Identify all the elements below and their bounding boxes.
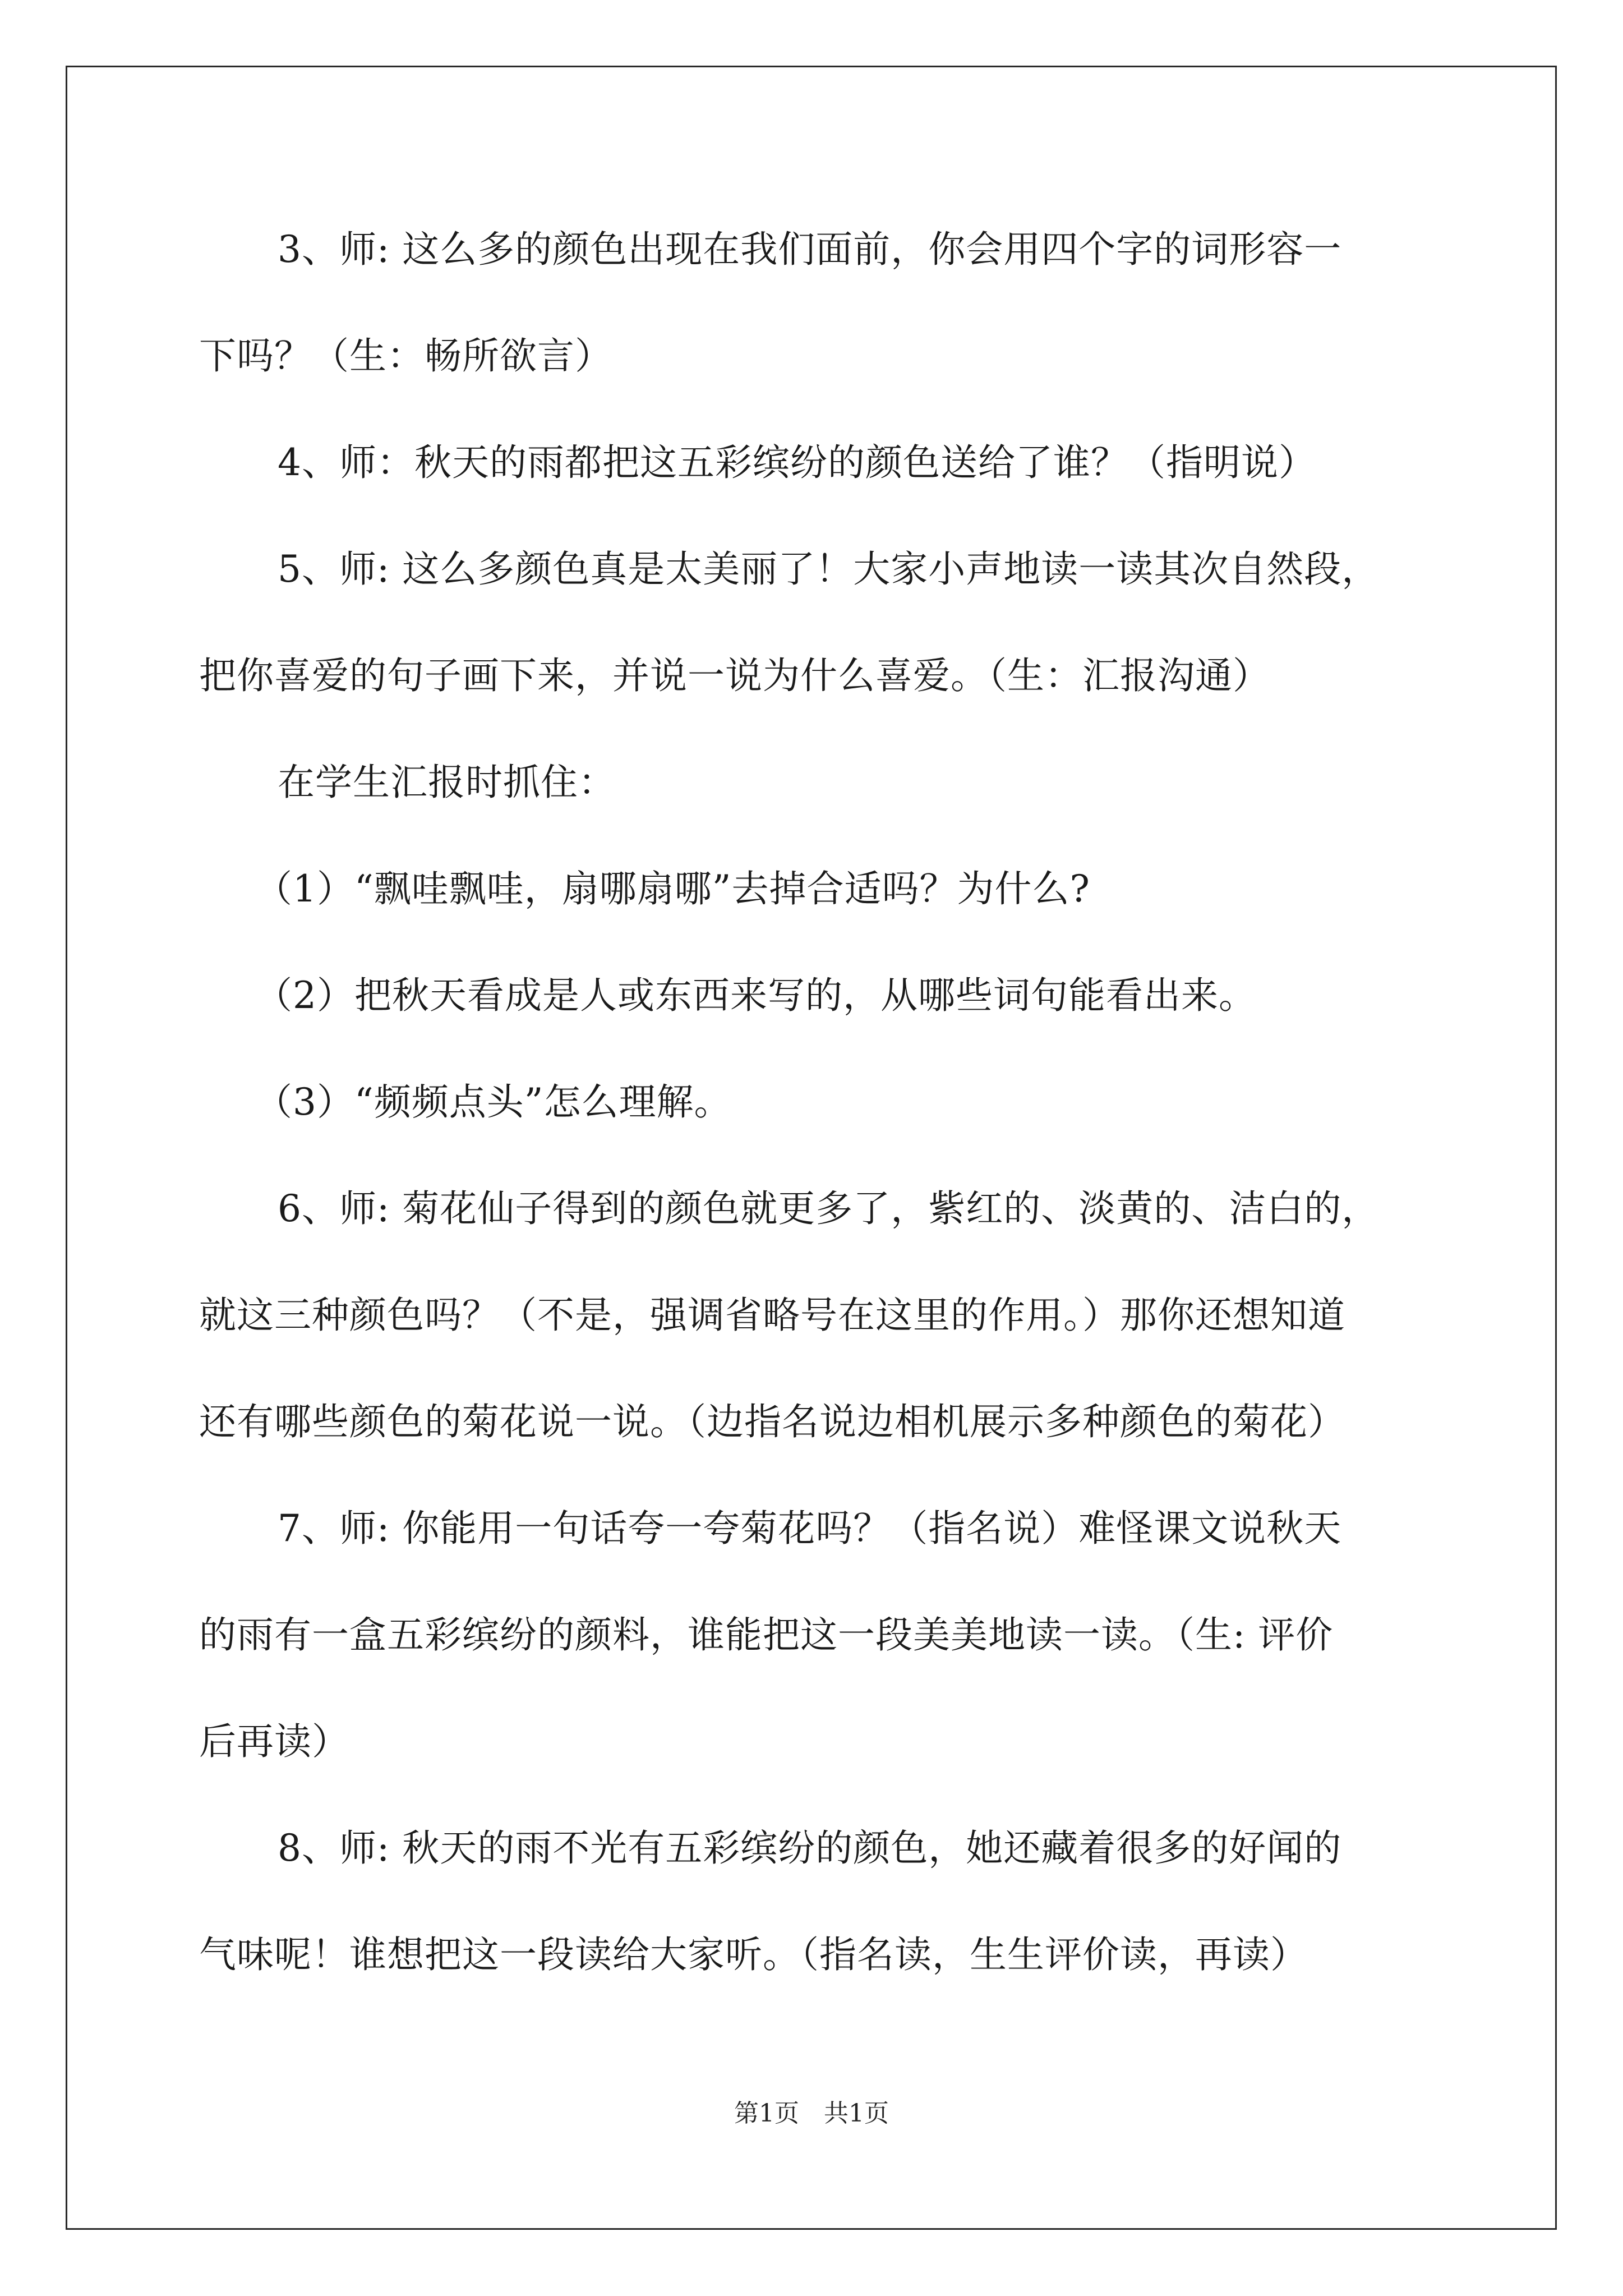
list-item: （3）“频频点头”怎么理解。 bbox=[255, 1080, 732, 1124]
paragraph-line: 就这三种颜色吗？（不是，强调省略号在这里的作用。）那你还想知道 bbox=[199, 1294, 1345, 1337]
paragraph-line: 8、师: 秋天的雨不光有五彩缤纷的颜色，她还藏着很多的好闻的 bbox=[278, 1826, 1342, 1870]
paragraph-line: 7、师: 你能用一句话夸一夸菊花吗？（指名说）难怪课文说秋天 bbox=[278, 1507, 1342, 1550]
paragraph-line: 下吗？（生：畅所欲言） bbox=[199, 334, 612, 378]
paragraph-line: 的雨有一盒五彩缤纷的颜料，谁能把这一段美美地读一读。（生: 评价 bbox=[199, 1613, 1334, 1657]
paragraph-line: 还有哪些颜色的菊花说一说。（边指名说边相机展示多种颜色的菊花） bbox=[199, 1400, 1345, 1443]
page-number-footer: 第1页 共1页 bbox=[734, 2099, 889, 2128]
paragraph-line: 3、师: 这么多的颜色出现在我们面前，你会用四个字的词形容一 bbox=[278, 228, 1342, 271]
paragraph-line: 在学生汇报时抓住： bbox=[278, 761, 616, 804]
paragraph-line: 5、师: 这么多颜色真是太美丽了！大家小声地读一读其次自然段， bbox=[278, 547, 1380, 591]
list-item: （2）把秋天看成是人或东西来写的，从哪些词句能看出来。 bbox=[255, 974, 1256, 1017]
list-item: （1）“飘哇飘哇，扇哪扇哪”去掉合适吗？为什么? bbox=[255, 867, 1090, 910]
paragraph-line: 6、师: 菊花仙子得到的颜色就更多了，紫红的、淡黄的、洁白的， bbox=[278, 1187, 1380, 1230]
paragraph-line: 把你喜爱的句子画下来，并说一说为什么喜爱。（生：汇报沟通） bbox=[199, 654, 1270, 697]
paragraph-line: 气味呢！谁想把这一段读给大家听。（指名读，生生评价读，再读） bbox=[199, 1933, 1308, 1976]
paragraph-line: 4、师：秋天的雨都把这五彩缤纷的颜色送给了谁？（指明说） bbox=[278, 441, 1316, 484]
paragraph-line: 后再读） bbox=[199, 1720, 349, 1763]
page-border bbox=[66, 66, 1557, 2230]
